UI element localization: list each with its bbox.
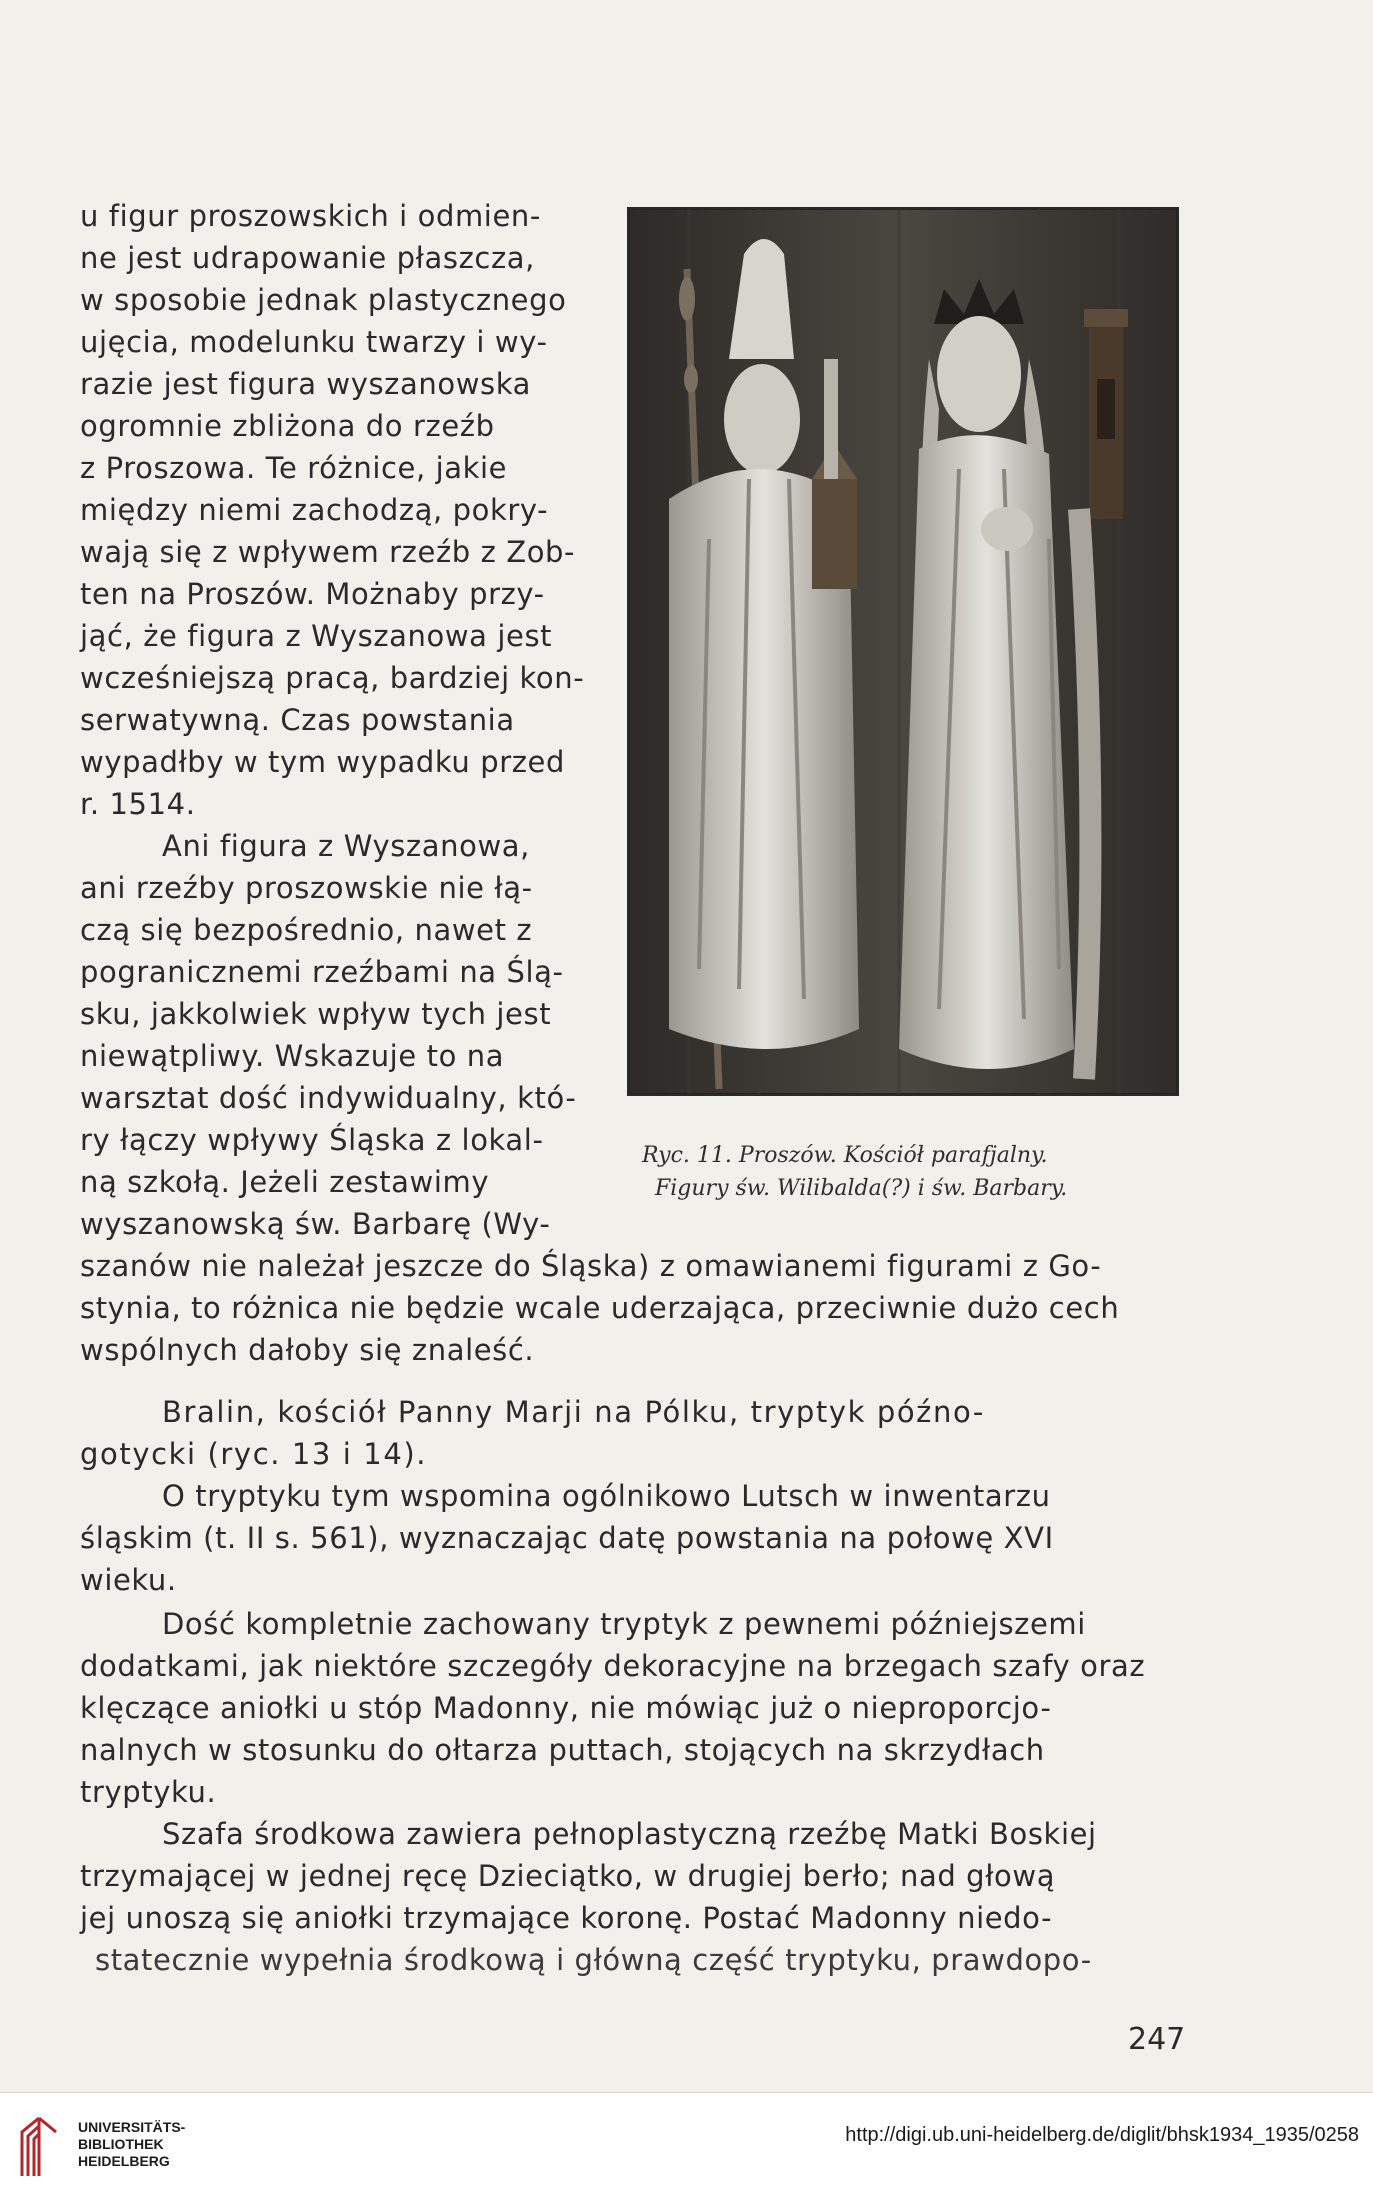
text-line: razie jest figura wyszanowska xyxy=(80,367,531,401)
text-line: wcześniejszą pracą, bardziej kon- xyxy=(80,661,585,695)
text-line: wieku. xyxy=(80,1563,177,1597)
text-line: Ani figura z Wyszanowa, xyxy=(162,829,530,863)
text-line: O tryptyku tym wspomina ogólnikowo Lutsch w inwentarzu xyxy=(162,1479,1051,1513)
text-line: wspólnych dałoby się znaleść. xyxy=(80,1333,535,1367)
text-line: statecznie wypełnia środkową i główną część tryptyku, prawdopo- xyxy=(95,1943,1092,1977)
text-line: między niemi zachodzą, pokry- xyxy=(80,493,549,527)
text-line: czą się bezpośrednio, nawet z xyxy=(80,913,533,947)
text-line: sku, jakkolwiek wpływ tych jest xyxy=(80,997,552,1031)
text-line: ry łączy wpływy Śląska z lokal- xyxy=(80,1123,544,1157)
text-line: trzymającej w jednej ręcę Dzieciątko, w drugiej berło; nad głową xyxy=(80,1859,1056,1893)
text-line: niewątpliwy. Wskazuje to na xyxy=(80,1039,505,1073)
text-line: u figur proszowskich i odmien- xyxy=(80,199,541,233)
text-line: nalnych w stosunku do ołtarza puttach, stojących na skrzydłach xyxy=(80,1733,1045,1767)
sculpture-photo-icon xyxy=(629,209,1177,1094)
text-line: tryptyku. xyxy=(80,1775,217,1809)
figure-caption-line: Figury św. Wilibalda(?) i św. Barbary. xyxy=(655,1176,1068,1201)
library-logo-icon xyxy=(14,2112,64,2182)
source-url-link[interactable]: http://digi.ub.uni-heidelberg.de/diglit/bhsk1934_1935/0258 xyxy=(845,2124,1359,2146)
library-name-line: UNIVERSITÄTS- xyxy=(78,2119,186,2135)
text-line: w sposobie jednak plastycznego xyxy=(80,283,567,317)
text-line: gotycki (ryc. 13 i 14). xyxy=(80,1437,428,1471)
text-line: z Proszowa. Te różnice, jakie xyxy=(80,451,508,485)
text-line: wyszanowską św. Barbarę (Wy- xyxy=(80,1207,551,1241)
text-line: ogromnie zbliżona do rzeźb xyxy=(80,409,495,443)
text-line: ujęcia, modelunku twarzy i wy- xyxy=(80,325,548,359)
text-line: jąć, że figura z Wyszanowa jest xyxy=(80,619,553,653)
text-line: Bralin, kościół Panny Marji na Pólku, tryptyk późno- xyxy=(162,1395,985,1429)
text-line: Szafa środkowa zawiera pełnoplastyczną rzeźbę Matki Boskiej xyxy=(162,1817,1097,1851)
library-name-line: HEIDELBERG xyxy=(78,2153,170,2169)
text-line: śląskim (t. II s. 561), wyznaczając datę powstania na połowę XVI xyxy=(80,1521,1054,1555)
figure-photograph xyxy=(627,207,1179,1096)
text-line: r. 1514. xyxy=(80,787,196,821)
text-line: Dość kompletnie zachowany tryptyk z pewnemi późniejszemi xyxy=(162,1607,1086,1641)
text-line: pogranicznemi rzeźbami na Ślą- xyxy=(80,955,564,989)
page-number: 247 xyxy=(1128,2022,1186,2057)
figure-caption-line: Ryc. 11. Proszów. Kościół parafjalny. xyxy=(642,1143,1048,1168)
text-line: ną szkołą. Jeżeli zestawimy xyxy=(80,1165,490,1199)
text-line: klęczące aniołki u stóp Madonny, nie mówiąc już o nieproporcjo- xyxy=(80,1691,1052,1725)
text-line: wypadłby w tym wypadku przed xyxy=(80,745,566,779)
text-line: szanów nie należał jeszcze do Śląska) z omawianemi figurami z Go- xyxy=(80,1249,1102,1283)
text-line: warsztat dość indywidualny, któ- xyxy=(80,1081,577,1115)
text-line: jej unoszą się aniołki trzymające koronę. Postać Madonny niedo- xyxy=(80,1901,1053,1935)
text-line: dodatkami, jak niektóre szczegóły dekoracyjne na brzegach szafy oraz xyxy=(80,1649,1146,1683)
text-line: wają się z wpływem rzeźb z Zob- xyxy=(80,535,576,569)
text-line: ne jest udrapowanie płaszcza, xyxy=(80,241,535,275)
text-line: ani rzeźby proszowskie nie łą- xyxy=(80,871,533,905)
library-name-line: BIBLIOTHEK xyxy=(78,2136,164,2152)
text-line: ten na Proszów. Możnaby przy- xyxy=(80,577,545,611)
text-line: stynia, to różnica nie będzie wcale uderzająca, przeciwnie dużo cech xyxy=(80,1291,1120,1325)
text-line: serwatywną. Czas powstania xyxy=(80,703,515,737)
library-name xyxy=(78,2119,185,2170)
